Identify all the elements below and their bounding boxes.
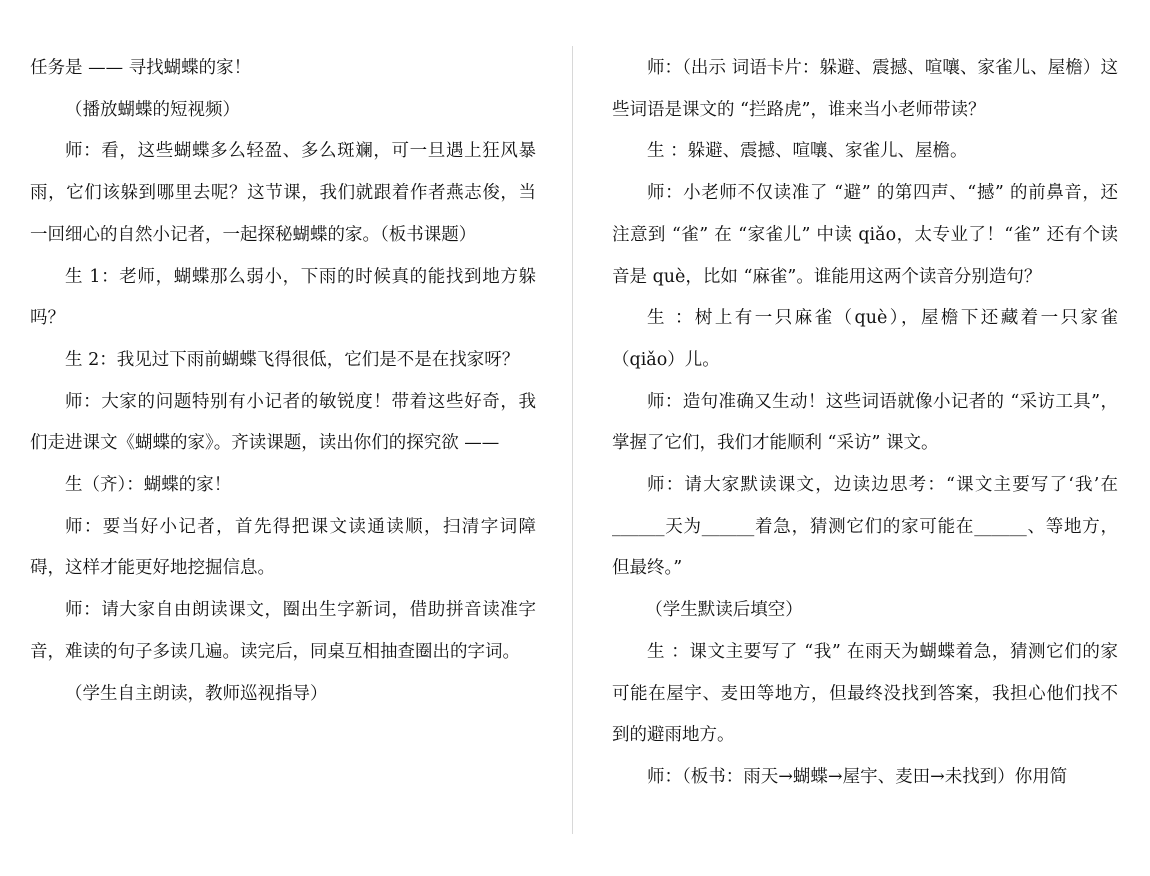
paragraph-student-reads-words: 生 ：躲避、震撼、喧嚷、家雀儿、屋檐。	[647, 141, 968, 162]
paragraph-fill-blank-note: （学生默读后填空）	[645, 600, 803, 621]
paragraph-word-cards: 师：（出示 词语卡片：躲避、震撼、喧嚷、家雀儿、屋檐）这些词语是课文的 “拦路虎”，谁来当小老师带读？	[612, 58, 1118, 120]
paragraph-teacher-reading: 师：要当好小记者，首先得把课文读通读顺，扫清字词障碍，这样才能更好地挖掘信息。	[30, 516, 536, 579]
paragraph-teacher-silent-reading: 师：请大家默读课文，边读边思考：“课文主要写了‘我’在______天为______着急，猜测它们的家可能在______、等地方，但最终。”	[612, 475, 1118, 579]
paragraph-teacher-intro: 师：看，这些蝴蝶多么轻盈、多么斑斓，可一旦遇上狂风暴雨，它们该躲到哪里去呢？这节课，我们就跟着作者燕志俊，当一回细心的自然小记者，一起探秘蝴蝶的家。（板书课题）	[30, 141, 536, 245]
paragraph-student-reading-note: （学生自主朗读，教师巡视指导）	[65, 683, 328, 704]
paragraph-students-together: 生（齐）：蝴蝶的家！	[65, 475, 232, 496]
paragraph-student-sentence: 生 ：树上有一只麻雀（què），屋檐下还藏着一只家雀（qiǎo）儿。	[612, 308, 1118, 370]
paragraph-teacher-board: 师：（板书：雨天→蝴蝶→屋宇、麦田→未找到）你用简	[647, 766, 1068, 787]
left-column	[30, 48, 536, 715]
column-divider	[572, 46, 573, 834]
paragraph-student-summary: 生 ：课文主要写了 “我” 在雨天为蝴蝶着急，猜测它们的家可能在屋宇、麦田等地方，但最终没找到答案，我担心他们找不到的避雨地方。	[612, 641, 1118, 746]
paragraph-task: 任务是 —— 寻找蝴蝶的家！	[30, 58, 252, 78]
paragraph-video-note: （播放蝴蝶的短视频）	[65, 99, 240, 120]
paragraph-student-1: 生 1：老师，蝴蝶那么弱小，下雨的时候真的能找到地方躲吗？	[30, 266, 536, 329]
paragraph-teacher-praise: 师：造句准确又生动！这些词语就像小记者的 “采访工具”，掌握了它们，我们才能顺利 “采访” 课文。	[612, 391, 1118, 454]
paragraph-teacher-pronunciation: 师：小老师不仅读准了 “避” 的第四声、“撼” 的前鼻音，还注意到 “雀” 在 “家雀儿” 中读 qiǎo，太专业了！“雀” 还有个读音是 què，比如 “麻雀”。谁能用这两个读音分别造句？	[612, 183, 1118, 287]
paragraph-student-2: 生 2：我见过下雨前蝴蝶飞得很低，它们是不是在找家呀？	[65, 349, 520, 370]
paragraph-teacher-instruction: 师：请大家自由朗读课文，圈出生字新词，借助拼音读准字音，难读的句子多读几遍。读完后，同桌互相抽查圈出的字词。	[30, 600, 536, 662]
right-column	[612, 48, 1118, 799]
paragraph-teacher-question: 师：大家的问题特别有小记者的敏锐度！带着这些好奇，我们走进课文《蝴蝶的家》。齐读课题，读出你们的探究欲 ——	[30, 391, 536, 454]
